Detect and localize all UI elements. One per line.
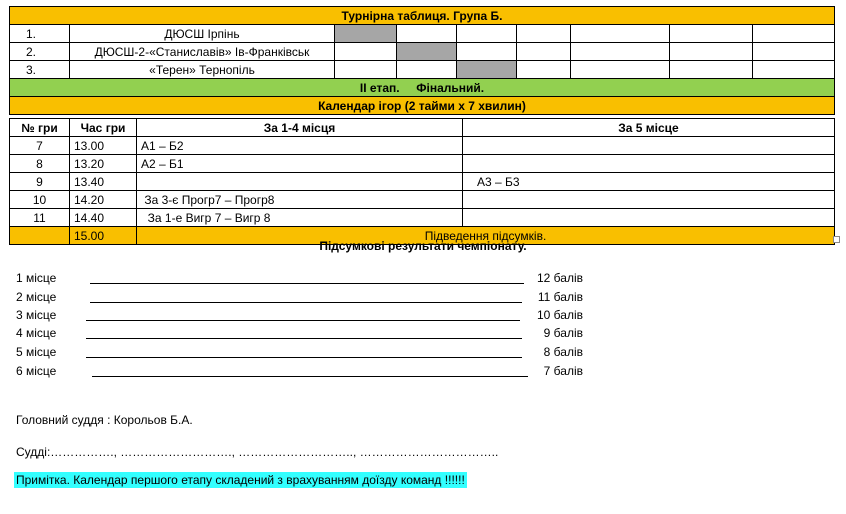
place-label: 6 місце [16,364,57,378]
game-time: 14.20 [70,191,137,209]
team-number: 1. [10,25,70,43]
stage-label-text: ІІ етап. Фінальний. [359,80,485,95]
game-time: 14.40 [70,209,137,227]
game-places-1-4: А2 – Б1 [137,155,463,173]
score-cell [571,25,670,43]
table-row [10,137,835,155]
game-number: 7 [10,137,70,155]
note-highlight: Примітка. Календар першого етапу складений з врахуванням доїзду команд !!!!!! [16,473,465,487]
judges-line: Судді:……………., ………………………., ……………………….., …………………………….. [16,445,499,459]
team-number: 2. [10,43,70,61]
score-cell [670,25,753,43]
header-game-time: Час гри [70,119,137,137]
summary-time: 15.00 [70,227,137,245]
game-place-5 [463,209,835,227]
score-cell [753,25,835,43]
blank-line [92,376,528,377]
chief-judge: Головний суддя : Корольов Б.А. [16,413,193,427]
place-points: 12 балів [537,271,583,285]
place-label: 4 місце [16,326,57,340]
game-time: 13.20 [70,155,137,173]
place-points: 10 балів [537,308,583,322]
score-cell [335,43,397,61]
calendar-table [9,118,835,245]
header-place-5: За 5 місце [463,119,835,137]
score-cell [670,61,753,79]
game-place-5 [463,137,835,155]
game-place-5 [463,155,835,173]
game-places-1-4 [137,173,463,191]
game-place-5: А3 – Б3 [463,173,835,191]
blank-line [86,320,520,321]
score-cell [397,61,457,79]
header-places-1-4: За 1-4 місця [137,119,463,137]
table-row [10,43,835,61]
score-cell [397,25,457,43]
score-cell [670,43,753,61]
score-cell [457,25,517,43]
calendar-header-row [10,119,835,137]
game-place-5 [463,191,835,209]
score-cell [457,43,517,61]
score-cell [517,61,571,79]
stage-label [10,79,835,97]
place-points: 11 балів [537,290,583,304]
score-cell [571,43,670,61]
cross-cell [457,61,517,79]
game-places-1-4: А1 – Б2 [137,137,463,155]
team-name: «Терен» Тернопіль [70,61,335,79]
game-number: 9 [10,173,70,191]
table-row [10,61,835,79]
place-label: 2 місце [16,290,57,304]
group-table-title: Турнірна таблиця. Група Б. [10,7,835,25]
calendar-title: Календар ігор (2 тайми х 7 хвилин) [10,97,835,115]
place-points: 9 балів [543,326,583,340]
table-row [10,173,835,191]
team-name: ДЮСШ-2-«Станиславів» Ів-Франківськ [70,43,335,61]
place-points: 8 балів [543,345,583,359]
place-label: 3 місце [16,308,57,322]
game-number: 8 [10,155,70,173]
blank-line [90,302,522,303]
team-name: ДЮСШ Ірпінь [70,25,335,43]
team-number: 3. [10,61,70,79]
game-time: 13.40 [70,173,137,191]
table-row [10,25,835,43]
results-title: Підсумкові результати чемпіонату. [319,239,527,253]
place-label: 5 місце [16,345,57,359]
blank-line [86,338,522,339]
score-cell [335,61,397,79]
table-row [10,191,835,209]
score-cell [517,25,571,43]
blank-line [90,283,524,284]
score-cell [753,61,835,79]
game-number: 11 [10,209,70,227]
game-places-1-4: За 3-є Прогр7 – Прогр8 [137,191,463,209]
header-game-number: № гри [10,119,70,137]
table-row [10,155,835,173]
group-table [9,6,835,115]
place-label: 1 місце [16,271,57,285]
place-points: 7 балів [543,364,583,378]
table-row [10,209,835,227]
score-cell [753,43,835,61]
score-cell [517,43,571,61]
game-number: 10 [10,191,70,209]
score-cell [571,61,670,79]
game-places-1-4: За 1-е Вигр 7 – Вигр 8 [137,209,463,227]
game-time: 13.00 [70,137,137,155]
blank-line [86,357,522,358]
cross-cell [335,25,397,43]
cross-cell [397,43,457,61]
summary-text: Підведення підсумків. [137,227,835,245]
